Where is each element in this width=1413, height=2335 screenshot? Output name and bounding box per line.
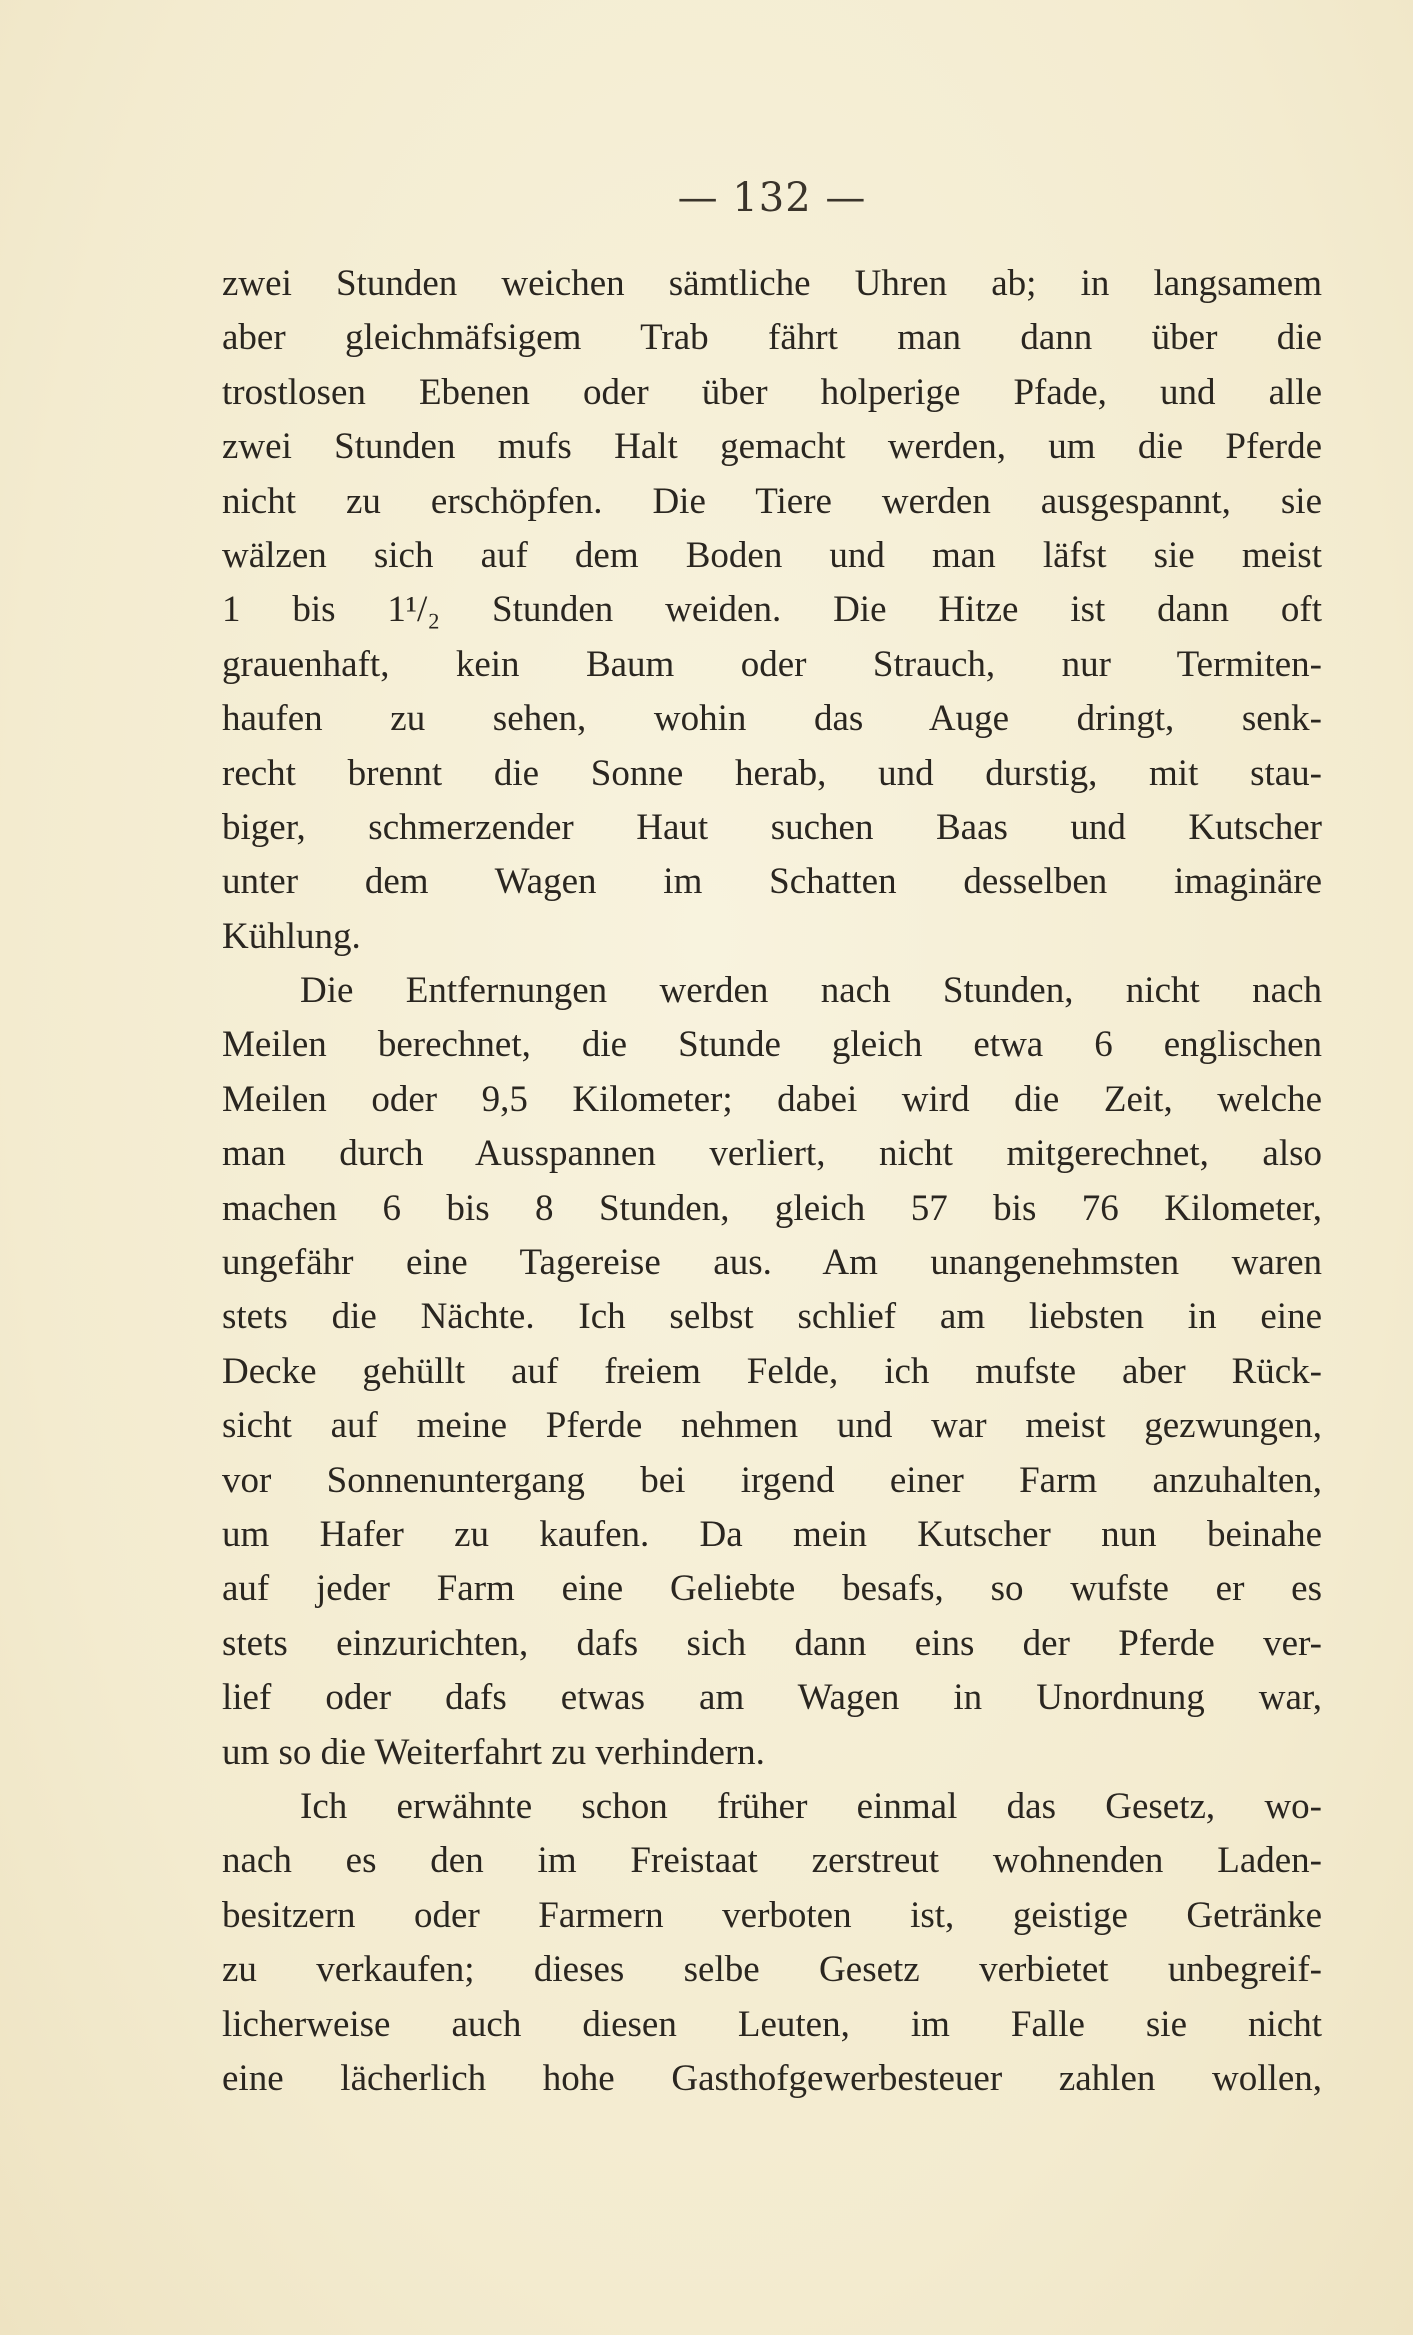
text-line: zwei Stunden mufs Halt gemacht werden, um die Pferde — [222, 426, 1322, 468]
book-page — [222, 175, 1322, 2106]
text-line: stets einzurichten, dafs sich dann eins der Pferde ver- — [222, 1622, 1322, 1664]
text-line: auf jeder Farm eine Geliebte besafs, so wufste er es — [222, 1568, 1322, 1610]
text-line: Kühlung. — [222, 915, 361, 957]
page-number: — 132 — — [677, 175, 867, 221]
text-line: um so die Weiterfahrt zu verhindern. — [222, 1731, 765, 1773]
text-line: sicht auf meine Pferde nehmen und war meist gezwungen, — [222, 1405, 1322, 1447]
text-line: wälzen sich auf dem Boden und man läfst sie meist — [222, 534, 1322, 576]
text-line: man durch Ausspannen verliert, nicht mitgerechnet, also — [222, 1133, 1322, 1175]
text-line: Meilen berechnet, die Stunde gleich etwa 6 englischen — [222, 1024, 1322, 1066]
text-line: 1 bis 1¹/₂ Stunden weiden. Die Hitze ist dann oft — [222, 589, 1322, 631]
text-line: zwei Stunden weichen sämtliche Uhren ab; in langsamem — [222, 263, 1322, 304]
text-line: eine lächerlich hohe Gasthofgewerbesteuer zahlen wollen, — [222, 2057, 1322, 2099]
text-line: machen 6 bis 8 Stunden, gleich 57 bis 76 Kilometer, — [222, 1187, 1322, 1229]
text-line: nicht zu erschöpfen. Die Tiere werden ausgespannt, sie — [222, 480, 1322, 522]
text-line: aber gleichmäfsigem Trab fährt man dann über die — [222, 317, 1322, 359]
text-line: Decke gehüllt auf freiem Felde, ich mufste aber Rück- — [222, 1350, 1322, 1392]
text-line: lief oder dafs etwas am Wagen in Unordnung war, — [222, 1677, 1322, 1719]
text-line: nach es den im Freistaat zerstreut wohnenden Laden- — [222, 1840, 1322, 1882]
text-line: trostlosen Ebenen oder über holperige Pfade, und alle — [222, 371, 1322, 413]
text-line: licherweise auch diesen Leuten, im Falle sie nicht — [222, 2003, 1322, 2045]
text-line: recht brennt die Sonne herab, und durstig, mit stau- — [222, 752, 1322, 794]
text-line: ungefähr eine Tagereise aus. Am unangenehmsten waren — [222, 1242, 1322, 1284]
text-line: um Hafer zu kaufen. Da mein Kutscher nun beinahe — [222, 1513, 1322, 1555]
text-line: besitzern oder Farmern verboten ist, geistige Getränke — [222, 1894, 1322, 1936]
text-line: Meilen oder 9,5 Kilometer; dabei wird die Zeit, welche — [222, 1078, 1322, 1120]
text-line: biger, schmerzender Haut suchen Baas und Kutscher — [222, 806, 1322, 848]
text-line: Ich erwähnte schon früher einmal das Gesetz, wo- — [300, 1785, 1322, 1827]
text-line: zu verkaufen; dieses selbe Gesetz verbietet unbegreif- — [222, 1949, 1322, 1991]
text-line: haufen zu sehen, wohin das Auge dringt, senk- — [222, 698, 1322, 740]
text-line: unter dem Wagen im Schatten desselben imaginäre — [222, 861, 1322, 903]
text-line: vor Sonnenuntergang bei irgend einer Farm anzuhalten, — [222, 1459, 1322, 1501]
text-line: stets die Nächte. Ich selbst schlief am liebsten in eine — [222, 1296, 1322, 1338]
text-line: grauenhaft, kein Baum oder Strauch, nur Termiten- — [222, 643, 1322, 685]
body-text — [222, 257, 1322, 2106]
text-line: Die Entfernungen werden nach Stunden, nicht nach — [300, 970, 1322, 1012]
